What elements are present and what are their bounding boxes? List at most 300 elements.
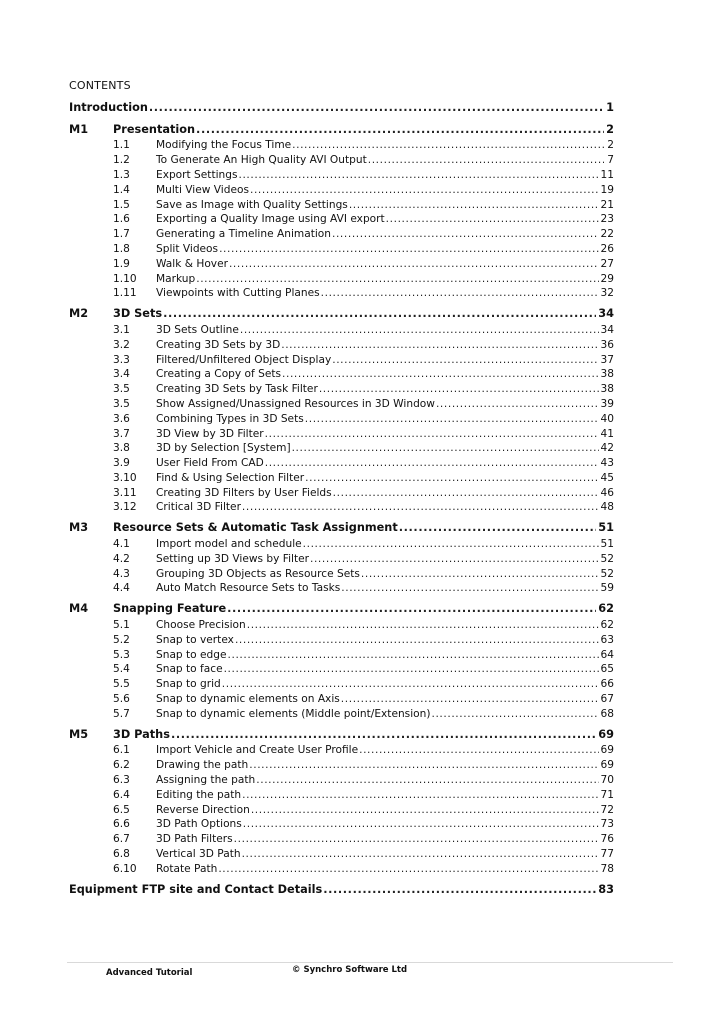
toc-entry-title: Export Settings xyxy=(156,168,238,181)
toc-section-entry[interactable] xyxy=(69,153,614,168)
toc-section-entry[interactable] xyxy=(69,803,614,818)
toc-section-entry[interactable] xyxy=(69,788,614,803)
toc-entry-title: Snap to vertex xyxy=(156,633,234,646)
section-number: 5.5 xyxy=(113,678,130,691)
toc-entry-line xyxy=(113,520,614,537)
toc-entry-title: Vertical 3D Path xyxy=(156,847,241,860)
toc-page-number: 34 xyxy=(598,307,614,321)
chapter-code: M5 xyxy=(69,727,89,741)
toc-page-number: 38 xyxy=(600,368,614,381)
dot-leader xyxy=(341,581,598,596)
dot-leader xyxy=(250,183,599,198)
section-number: 6.2 xyxy=(113,759,130,772)
toc-page-number: 64 xyxy=(600,648,614,661)
toc-section-entry[interactable] xyxy=(69,382,614,397)
toc-page-number: 51 xyxy=(598,521,614,535)
toc-entry-line xyxy=(156,581,614,596)
toc-section-entry[interactable] xyxy=(69,862,614,877)
toc-entry-line xyxy=(156,212,614,227)
toc-entry-line xyxy=(156,677,614,692)
toc-page-number: 73 xyxy=(600,818,614,831)
toc-page-number: 27 xyxy=(600,257,614,270)
toc-entry-title: Filtered/Unfiltered Object Display xyxy=(156,353,332,366)
dot-leader xyxy=(227,601,596,618)
toc-entry-line xyxy=(156,412,614,427)
dot-leader xyxy=(399,520,597,537)
toc-entry-line xyxy=(113,727,614,744)
toc-entry-line xyxy=(156,847,614,862)
dot-leader xyxy=(149,100,604,117)
dot-leader xyxy=(240,323,599,338)
toc-page-number: 69 xyxy=(600,744,614,757)
toc-entry-line xyxy=(156,456,614,471)
toc-entry-line xyxy=(156,692,614,707)
toc-page-number: 39 xyxy=(600,397,614,410)
toc-section-entry[interactable] xyxy=(69,353,614,368)
toc-entry-title: Presentation xyxy=(113,122,196,136)
toc-entry-line xyxy=(156,803,614,818)
toc-entry-title: Editing the path xyxy=(156,788,242,801)
toc-entry-title: Snap to grid xyxy=(156,678,221,691)
footer-copyright: © Synchro Software Ltd xyxy=(292,965,408,975)
dot-leader xyxy=(251,803,599,818)
toc-entry-title: 3D Sets xyxy=(113,307,163,321)
toc-front-entry[interactable] xyxy=(69,100,614,117)
toc-page-number: 78 xyxy=(600,862,614,875)
dot-leader xyxy=(292,138,604,153)
toc-entry-title: Import Vehicle and Create User Profile xyxy=(156,744,359,757)
section-number: 6.8 xyxy=(113,847,130,860)
section-number: 5.6 xyxy=(113,693,130,706)
toc-entry-title: Save as Image with Quality Settings xyxy=(156,198,348,211)
toc-entry-line xyxy=(156,788,614,803)
section-number: 3.10 xyxy=(113,471,137,484)
toc-entry-title: Modifying the Focus Time xyxy=(156,139,292,152)
toc-page-number: 41 xyxy=(600,427,614,440)
dot-leader xyxy=(222,677,599,692)
toc-page-number: 19 xyxy=(600,183,614,196)
section-number: 5.4 xyxy=(113,663,130,676)
dot-leader xyxy=(218,862,598,877)
toc-entry-line xyxy=(156,817,614,832)
toc-section-entry[interactable] xyxy=(69,486,614,501)
section-number: 6.1 xyxy=(113,744,130,757)
toc-section-entry[interactable] xyxy=(69,832,614,847)
toc-page-number: 23 xyxy=(600,213,614,226)
section-number: 1.6 xyxy=(113,213,130,226)
toc-entry-line xyxy=(156,227,614,242)
toc-section-entry[interactable] xyxy=(69,212,614,227)
toc-page-number: 46 xyxy=(600,486,614,499)
toc-entry-line xyxy=(156,471,614,486)
dot-leader xyxy=(228,648,599,663)
toc-page-number: 83 xyxy=(598,882,614,896)
toc-section-entry[interactable] xyxy=(69,367,614,382)
toc-entry-line xyxy=(156,832,614,847)
toc-page-number: 2 xyxy=(607,139,614,152)
toc-section-entry[interactable] xyxy=(69,537,614,552)
toc-page-number: 1 xyxy=(606,101,614,114)
dot-leader xyxy=(341,692,599,707)
dot-leader xyxy=(239,168,599,183)
toc-entry-title: Creating 3D Filters by User Fields xyxy=(156,486,332,499)
toc-entry-line xyxy=(156,633,614,648)
dot-leader xyxy=(368,153,604,168)
toc-section-entry[interactable] xyxy=(69,286,614,301)
section-number: 3.9 xyxy=(113,457,130,470)
toc-entry-line xyxy=(156,707,614,722)
toc-page-number: 7 xyxy=(607,154,614,167)
section-number: 3.8 xyxy=(113,442,130,455)
toc-page-number: 52 xyxy=(600,552,614,565)
section-number: 6.6 xyxy=(113,818,130,831)
dot-leader xyxy=(163,306,596,323)
toc-entry-line xyxy=(156,500,614,515)
dot-leader xyxy=(436,397,599,412)
toc-entry-title: To Generate An High Quality AVI Output xyxy=(156,154,367,167)
dot-leader xyxy=(265,427,599,442)
dot-leader xyxy=(292,441,599,456)
toc-section-entry[interactable] xyxy=(69,758,614,773)
toc-page-number: 70 xyxy=(600,773,614,786)
toc-section-entry[interactable] xyxy=(69,552,614,567)
toc-section-entry[interactable] xyxy=(69,692,614,707)
toc-entry-title: Auto Match Resource Sets to Tasks xyxy=(156,582,341,595)
section-number: 6.4 xyxy=(113,788,130,801)
toc-section-entry[interactable] xyxy=(69,662,614,677)
dot-leader xyxy=(305,412,599,427)
dot-leader xyxy=(196,272,598,287)
toc-entry-line xyxy=(156,758,614,773)
dot-leader xyxy=(196,122,604,139)
toc-section-entry[interactable] xyxy=(69,272,614,287)
toc-page-number: 42 xyxy=(600,442,614,455)
toc-entry-title: Introduction xyxy=(69,101,148,114)
toc-front-entry[interactable] xyxy=(69,882,614,899)
toc-entry-line xyxy=(113,122,614,139)
section-number: 3.7 xyxy=(113,427,130,440)
toc-entry-title: Import model and schedule xyxy=(156,538,302,551)
dot-leader xyxy=(242,500,599,515)
section-number: 3.1 xyxy=(113,323,130,336)
section-number: 6.10 xyxy=(113,862,137,875)
toc-entry-title: 3D Path Options xyxy=(156,818,242,831)
toc-entry-title: Rotate Path xyxy=(156,862,218,875)
section-number: 3.4 xyxy=(113,368,130,381)
toc-section-entry[interactable] xyxy=(69,441,614,456)
toc-entry-line xyxy=(156,662,614,677)
dot-leader xyxy=(386,212,599,227)
toc-page-number: 77 xyxy=(600,847,614,860)
toc-section-entry[interactable] xyxy=(69,618,614,633)
toc-section-entry[interactable] xyxy=(69,138,614,153)
toc-page-number: 76 xyxy=(600,833,614,846)
contents-heading: CONTENTS xyxy=(69,79,131,92)
toc-page-number: 29 xyxy=(600,272,614,285)
toc-page-number: 11 xyxy=(600,168,614,181)
toc-section-entry[interactable] xyxy=(69,427,614,442)
toc-section-entry[interactable] xyxy=(69,847,614,862)
toc-page-number: 48 xyxy=(600,501,614,514)
toc-section-entry[interactable] xyxy=(69,743,614,758)
toc-section-entry[interactable] xyxy=(69,773,614,788)
toc-entry-title: 3D by Selection [System] xyxy=(156,442,291,455)
dot-leader xyxy=(247,618,599,633)
toc-page-number: 67 xyxy=(600,693,614,706)
toc-entry-line xyxy=(156,862,614,877)
dot-leader xyxy=(332,227,599,242)
toc-section-entry[interactable] xyxy=(69,183,614,198)
toc-section-entry[interactable] xyxy=(69,198,614,213)
toc-entry-line xyxy=(156,338,614,353)
toc-section-entry[interactable] xyxy=(69,471,614,486)
section-number: 3.5 xyxy=(113,383,130,396)
section-number: 1.9 xyxy=(113,257,130,270)
section-number: 6.3 xyxy=(113,773,130,786)
chapter-code: M4 xyxy=(69,602,89,616)
toc-section-entry[interactable] xyxy=(69,677,614,692)
section-number: 1.3 xyxy=(113,168,130,181)
toc-entry-title: Drawing the path xyxy=(156,759,249,772)
toc-section-entry[interactable] xyxy=(69,397,614,412)
toc-entry-line xyxy=(156,427,614,442)
toc-entry-title: Walk & Hover xyxy=(156,257,228,270)
toc-entry-line xyxy=(156,323,614,338)
toc-entry-line xyxy=(156,567,614,582)
toc-page-number: 69 xyxy=(598,727,614,741)
toc-entry-line xyxy=(156,242,614,257)
dot-leader xyxy=(235,633,599,648)
toc-section-entry[interactable] xyxy=(69,648,614,663)
toc-section-entry[interactable] xyxy=(69,567,614,582)
dot-leader xyxy=(281,338,598,353)
section-number: 3.3 xyxy=(113,353,130,366)
section-number: 1.11 xyxy=(113,287,137,300)
toc-page-number: 62 xyxy=(600,619,614,632)
toc-section-entry[interactable] xyxy=(69,168,614,183)
toc-entry-line xyxy=(156,397,614,412)
toc-entry-line xyxy=(156,272,614,287)
section-number: 4.2 xyxy=(113,552,130,565)
dot-leader xyxy=(310,552,599,567)
dot-leader xyxy=(321,286,599,301)
section-number: 1.7 xyxy=(113,228,130,241)
toc-entry-line xyxy=(156,183,614,198)
dot-leader xyxy=(431,707,598,722)
toc-page-number: 59 xyxy=(600,582,614,595)
toc-entry-title: Grouping 3D Objects as Resource Sets xyxy=(156,567,360,580)
section-number: 4.4 xyxy=(113,582,130,595)
toc-entry-line xyxy=(156,773,614,788)
section-number: 1.4 xyxy=(113,183,130,196)
toc-page-number: 52 xyxy=(600,567,614,580)
toc-entry-title: User Field From CAD xyxy=(156,457,264,470)
toc-entry-line xyxy=(156,198,614,213)
toc-page-number: 36 xyxy=(600,338,614,351)
section-number: 5.3 xyxy=(113,648,130,661)
toc-page-number: 37 xyxy=(600,353,614,366)
toc-section-entry[interactable] xyxy=(69,257,614,272)
toc-entry-line xyxy=(156,138,614,153)
toc-page-number: 45 xyxy=(600,471,614,484)
toc-section-entry[interactable] xyxy=(69,707,614,722)
dot-leader xyxy=(303,537,599,552)
toc-page-number: 22 xyxy=(600,228,614,241)
toc-section-entry[interactable] xyxy=(69,338,614,353)
toc-section-entry[interactable] xyxy=(69,456,614,471)
toc-chapter-entry[interactable] xyxy=(69,122,614,139)
toc-section-entry[interactable] xyxy=(69,633,614,648)
section-number: 1.1 xyxy=(113,139,130,152)
toc-page-number: 72 xyxy=(600,803,614,816)
toc-entry-line xyxy=(69,100,614,117)
dot-leader xyxy=(224,662,599,677)
toc-section-entry[interactable] xyxy=(69,500,614,515)
toc-entry-title: 3D Paths xyxy=(113,727,170,741)
section-number: 6.5 xyxy=(113,803,130,816)
toc-entry-title: Choose Precision xyxy=(156,619,246,632)
toc-entry-line xyxy=(69,882,614,899)
toc-page-number: 21 xyxy=(600,198,614,211)
toc-section-entry[interactable] xyxy=(69,323,614,338)
toc-entry-title: Find & Using Selection Filter xyxy=(156,471,305,484)
dot-leader xyxy=(242,788,598,803)
chapter-code: M3 xyxy=(69,521,89,535)
toc-page-number: 40 xyxy=(600,412,614,425)
dot-leader xyxy=(242,847,599,862)
section-number: 1.8 xyxy=(113,242,130,255)
dot-leader xyxy=(319,382,599,397)
section-number: 3.5 xyxy=(113,397,130,410)
toc-page-number: 43 xyxy=(600,457,614,470)
section-number: 3.12 xyxy=(113,501,137,514)
toc-entry-line xyxy=(156,353,614,368)
toc-page-number: 65 xyxy=(600,663,614,676)
toc-entry-line xyxy=(113,306,614,323)
toc-chapter-entry[interactable] xyxy=(69,601,614,618)
toc-entry-line xyxy=(156,286,614,301)
toc-page-number: 62 xyxy=(598,602,614,616)
toc-chapter-entry[interactable] xyxy=(69,306,614,323)
toc-page-number: 66 xyxy=(600,678,614,691)
toc-entry-title: Exporting a Quality Image using AVI export xyxy=(156,213,385,226)
toc-section-entry[interactable] xyxy=(69,227,614,242)
toc-entry-title: Show Assigned/Unassigned Resources in 3D Window xyxy=(156,397,435,410)
dot-leader xyxy=(323,882,596,899)
toc-page-number: 68 xyxy=(600,707,614,720)
toc-entry-title: Snap to edge xyxy=(156,648,227,661)
toc-entry-line xyxy=(156,153,614,168)
toc-entry-title: Creating 3D Sets by Task Filter xyxy=(156,383,318,396)
section-number: 5.1 xyxy=(113,619,130,632)
toc-entry-title: Equipment FTP site and Contact Details xyxy=(69,882,323,896)
dot-leader xyxy=(359,743,598,758)
dot-leader xyxy=(243,817,599,832)
footer-divider xyxy=(67,962,673,963)
toc-page-number: 32 xyxy=(600,287,614,300)
toc-page-number: 69 xyxy=(600,759,614,772)
toc-entry-title: Generating a Timeline Animation xyxy=(156,228,331,241)
toc-section-entry[interactable] xyxy=(69,817,614,832)
footer-document-title: Advanced Tutorial xyxy=(106,968,193,978)
toc-page-number: 2 xyxy=(606,122,614,136)
toc-entry-line xyxy=(156,168,614,183)
toc-entry-title: Resource Sets & Automatic Task Assignment xyxy=(113,521,398,535)
dot-leader xyxy=(234,832,599,847)
toc-entry-title: Viewpoints with Cutting Planes xyxy=(156,287,320,300)
toc-entry-title: Snap to dynamic elements (Middle point/Extension) xyxy=(156,707,431,720)
toc-chapter-entry[interactable] xyxy=(69,727,614,744)
toc-entry-title: Setting up 3D Views by Filter xyxy=(156,552,309,565)
dot-leader xyxy=(219,242,598,257)
toc-entry-title: Assigning the path xyxy=(156,773,256,786)
toc-entry-title: Critical 3D Filter xyxy=(156,501,241,514)
toc-entry-line xyxy=(156,367,614,382)
toc-entry-title: Creating 3D Sets by 3D xyxy=(156,338,281,351)
dot-leader xyxy=(171,727,596,744)
toc-entry-line xyxy=(156,618,614,633)
toc-entry-title: Combining Types in 3D Sets xyxy=(156,412,304,425)
toc-entry-line xyxy=(156,382,614,397)
toc-page-number: 34 xyxy=(600,323,614,336)
section-number: 3.11 xyxy=(113,486,137,499)
toc-entry-title: 3D Sets Outline xyxy=(156,323,239,336)
toc-entry-line xyxy=(156,486,614,501)
toc-entry-title: 3D Path Filters xyxy=(156,833,233,846)
dot-leader xyxy=(249,758,598,773)
toc-entry-line xyxy=(156,441,614,456)
toc-entry-line xyxy=(156,537,614,552)
dot-leader xyxy=(265,456,599,471)
toc-entry-line xyxy=(156,257,614,272)
dot-leader xyxy=(349,198,599,213)
section-number: 5.7 xyxy=(113,707,130,720)
toc-page-number: 71 xyxy=(600,788,614,801)
table-of-contents xyxy=(69,100,614,898)
dot-leader xyxy=(282,367,598,382)
chapter-code: M1 xyxy=(69,122,89,136)
toc-section-entry[interactable] xyxy=(69,581,614,596)
toc-entry-title: Split Videos xyxy=(156,242,219,255)
section-number: 5.2 xyxy=(113,633,130,646)
dot-leader xyxy=(361,567,599,582)
toc-section-entry[interactable] xyxy=(69,412,614,427)
toc-page-number: 51 xyxy=(600,538,614,551)
chapter-code: M2 xyxy=(69,307,89,321)
section-number: 4.1 xyxy=(113,538,130,551)
toc-entry-title: Reverse Direction xyxy=(156,803,250,816)
toc-entry-title: 3D View by 3D Filter xyxy=(156,427,264,440)
toc-entry-title: Snap to face xyxy=(156,663,223,676)
toc-entry-title: Creating a Copy of Sets xyxy=(156,368,282,381)
dot-leader xyxy=(305,471,598,486)
dot-leader xyxy=(332,353,598,368)
toc-entry-title: Markup xyxy=(156,272,196,285)
toc-section-entry[interactable] xyxy=(69,242,614,257)
toc-page-number: 63 xyxy=(600,633,614,646)
toc-page-number: 38 xyxy=(600,383,614,396)
toc-chapter-entry[interactable] xyxy=(69,520,614,537)
dot-leader xyxy=(333,486,599,501)
toc-entry-line xyxy=(156,648,614,663)
section-number: 4.3 xyxy=(113,567,130,580)
toc-entry-title: Snapping Feature xyxy=(113,602,227,616)
toc-entry-line xyxy=(113,601,614,618)
toc-page-number: 26 xyxy=(600,242,614,255)
toc-entry-title: Snap to dynamic elements on Axis xyxy=(156,693,340,706)
section-number: 1.10 xyxy=(113,272,137,285)
toc-entry-line xyxy=(156,552,614,567)
